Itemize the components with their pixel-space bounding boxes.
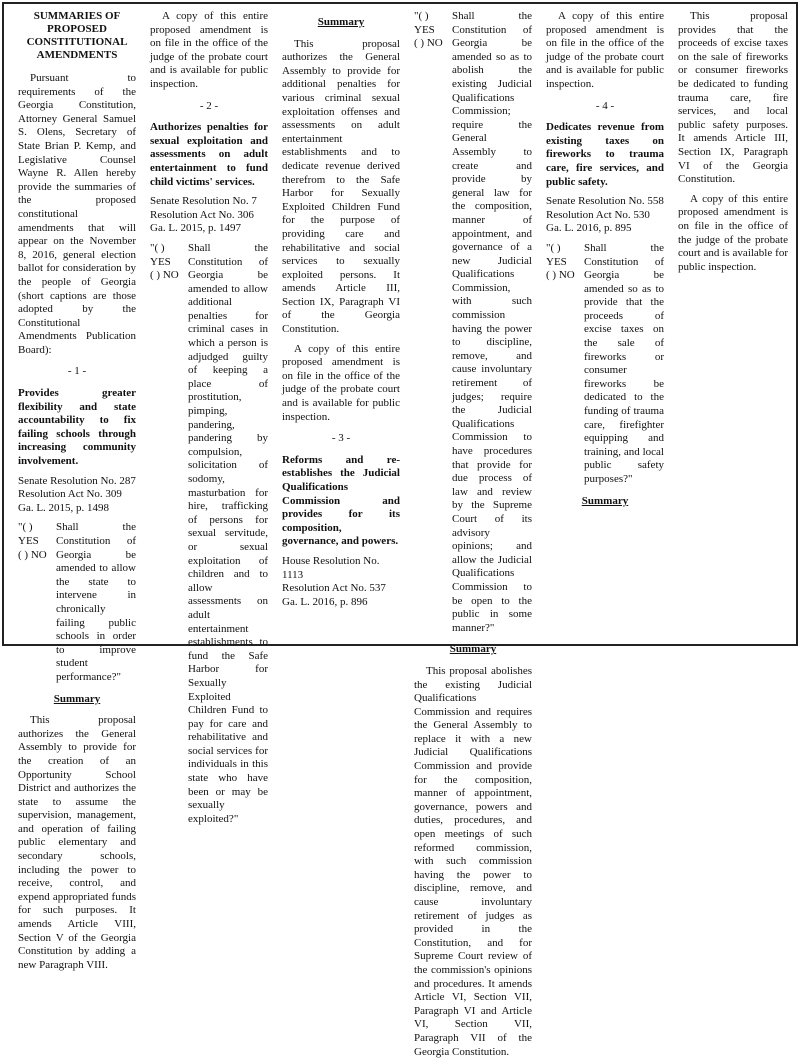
column-1 [18, 10, 136, 971]
amendment-3-options: "( ) YES ( ) NO [414, 10, 443, 50]
amendment-4-number: - 4 - [595, 99, 615, 112]
amendment-1-copy-notice: A copy of this entire proposed amendment is on file in the office of the judge of the probate court and is available for public inspection. [150, 10, 268, 90]
amendment-3-summary: This proposal abolishes the existing Judicial Qualifications Commission and requires the General Assembly to replace it with a new Judicial Qualifications Commission and provide for the composition, manner of appointment, governance, powers and duties, procedures, and open meetings of such reformed commission, with such commission having the power to discipline, remove, and cause involuntary retirement of judges as provided in the Constitution, and for Supreme Court review of the commission's opinions and procedures. It amends Article VI, Section VII, Paragraph VI and Article VI, Section VII, Paragraph VII of the Georgia Constitution. [414, 664, 532, 1058]
amendment-4-summary: This proposal provides that the proceeds of excise taxes on the sale of fireworks or consumer fireworks be dedicated to funding trauma care, fire services, and local public safety purposes. It amends Article III, Section IX, Paragraph VI of the Georgia Constitution. [678, 10, 788, 186]
amendment-4-options: "( ) YES ( ) NO [546, 241, 575, 282]
amendment-2-ballot [150, 242, 268, 827]
column-4 [414, 10, 532, 1058]
amendment-4-summary-heading: Summary [581, 494, 629, 507]
amendment-3-summary-heading: Summary [449, 643, 497, 656]
amendment-4-question: Shall the Constitution of Georgia be amended so as to provide that the proceeds of excise taxes on the sale of fireworks or consumer fireworks be dedicated to the funding of trauma care, firefighter equipping and training, and local public safety purposes?" [584, 241, 664, 485]
amendment-2-reference: Senate Resolution No. 7 Resolution Act No. 306 Ga. L. 2015, p. 1497 [150, 195, 257, 235]
amendment-1-reference: Senate Resolution No. 287 Resolution Act No. 309 Ga. L. 2015, p. 1498 [18, 474, 136, 514]
amendment-3-ballot [414, 10, 532, 635]
amendment-3-copy-notice: A copy of this entire proposed amendment is on file in the office of the judge of the probate court and is available for public inspection. [546, 10, 664, 90]
amendment-1-summary-heading: Summary [53, 692, 101, 705]
amendment-3-caption: Reforms and re-establishes the Judicial Qualifications Commission and provides for its composition, governance, and powers. [282, 453, 400, 548]
newspaper-page [2, 2, 798, 1058]
column-3 [282, 10, 400, 642]
amendment-2-summary: This proposal authorizes the General Assembly to provide for additional penalties for various criminal sexual exploitation offenses and assessments on adult entertainment establishments and to dedicate revenue derived therefrom to the Safe Harbor for Sexually Exploited Children Fund for the purpose of providing care and rehabilitative and social services to sexually exploited persons. It amends Article III, Section IX, Paragraph VI of the Georgia Constitution. [282, 37, 400, 336]
amendment-2-summary-heading: Summary [317, 16, 365, 28]
column-6 [678, 10, 788, 642]
amendment-2-options: "( ) YES ( ) NO [150, 241, 179, 282]
amendment-4-reference: Senate Resolution No. 558 Resolution Act No. 530 Ga. L. 2016, p. 895 [546, 195, 664, 235]
amendment-2-question: Shall the Constitution of Georgia be amended to allow additional penalties for criminal cases in which a person is adjudged guilty of keeping a place of prostitution, pimping, pandering, pandering by compulsion, solicitation of sodomy, masturbation for hire, trafficking of persons for sexual servitude, or sexual exploitation of children and to allow assessments on adult entertainment establishments to fund the Safe Harbor for Sexually Exploited Children Fund to pay for care and rehabilitative and social services for individuals in this state who have been or may be sexually exploited?" [188, 241, 268, 825]
column-2 [150, 10, 268, 825]
amendment-2-caption: Authorizes penalties for sexual exploitation and assessments on adult entertainment to fund child victims' services. [150, 121, 268, 188]
intro-paragraph: Pursuant to requirements of the Georgia Constitution, Attorney General Samuel S. Olens, Secretary of State Brian P. Kemp, and Legislative Counsel Wayne R. Allen hereby provide the summaries of the proposed constitutional amendments that will appear on the November 8, 2016, general election ballot for consideration by the people of Georgia (short captions are those adopted by the Constitutional Amendments Publication Board): [18, 72, 136, 356]
amendment-4-caption: Dedicates revenue from existing taxes on fireworks to trauma care, fire services, and public safety. [546, 121, 664, 188]
amendment-1-number: - 1 - [67, 365, 87, 378]
amendment-1-options: "( ) YES ( ) NO [18, 521, 47, 561]
amendment-3-question: Shall the Constitution of Georgia be amended so as to abolish the existing Judicial Qualifications Commission; require the General Assembly to create and provide by general law for the composition, manner of appointment, and governance of a new Judicial Qualifications Commission, with such commission having the power to discipline, remove, and cause involuntary retirement of judges; require the Judicial Qualifications Commission to have procedures that provide for due process of law and review by the Supreme Court of its advisory opinions; and allow the Judicial Qualifications Commission to be open to the public in some manner?" [452, 10, 532, 634]
page-title: SUMMARIES OF PROPOSED CONSTITUTIONAL AMENDMENTS [26, 10, 128, 61]
amendment-1-question: Shall the Constitution of Georgia be amended to allow the state to intervene in chronically failing public schools in order to improve student performance?" [56, 521, 136, 683]
amendment-1-ballot [18, 521, 136, 684]
amendment-1-caption: Provides greater flexibility and state accountability to fix failing schools through increasing community involvement. [18, 387, 136, 468]
amendment-3-reference: House Resolution No. 1113 Resolution Act No. 537 Ga. L. 2016, p. 896 [282, 554, 386, 608]
amendment-4-ballot [546, 242, 664, 487]
amendment-2-copy-notice: A copy of this entire proposed amendment is on file in the office of the judge of the probate court and is available for public inspection. [282, 342, 400, 423]
amendment-4-copy-notice: A copy of this entire proposed amendment is on file in the office of the judge of the probate court and is available for public inspection. [678, 192, 788, 273]
amendment-3-number: - 3 - [331, 432, 351, 445]
amendment-2-number: - 2 - [199, 99, 219, 112]
column-5 [546, 10, 664, 642]
amendment-1-summary: This proposal authorizes the General Assembly to provide for the creation of an Opportunity School District and authorizes the state to assume the supervision, management, and operation of failing public elementary and secondary schools, including the power to receive, control, and expend appropriated funds for such purposes. It amends Article VIII, Section V of the Georgia Constitution by adding a new Paragraph VIII. [18, 714, 136, 971]
